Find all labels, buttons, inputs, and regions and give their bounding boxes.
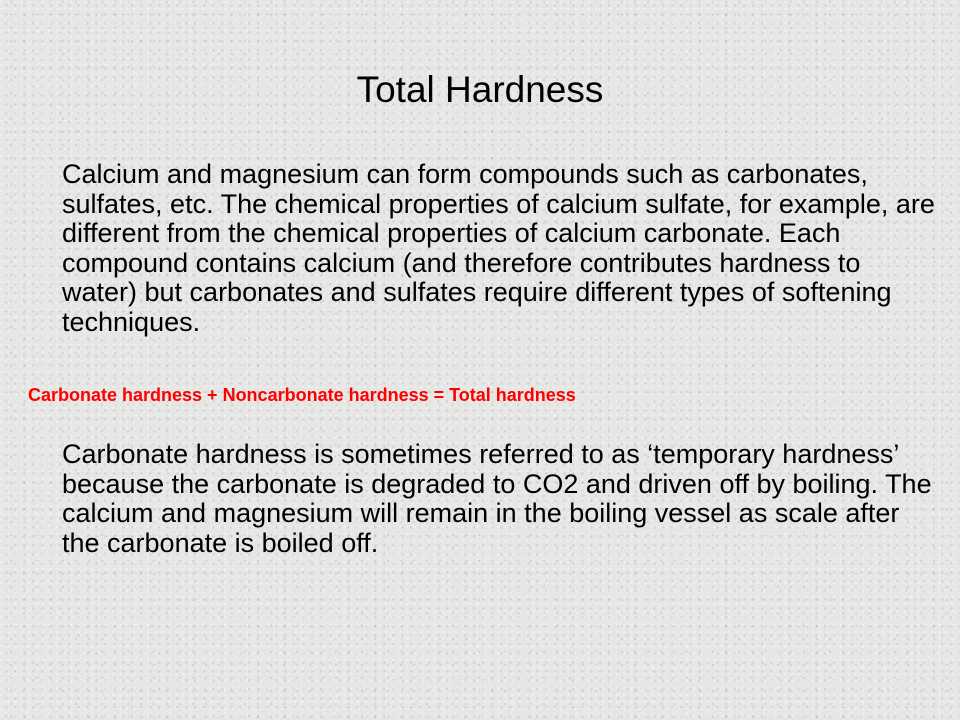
paragraph-hardness-compounds: Calcium and magnesium can form compounds such as carbonates, sulfates, etc. The chemical properties of calcium sulfate, for example, are different from the chemical properties of calcium carbonate. Each compound contains calcium (and therefore contributes hardness to water) but carbonates and sulfates require different types of softening techniques. — [62, 159, 935, 337]
slide-title: Total Hardness — [356, 69, 604, 110]
paragraph-temporary-hardness: Carbonate hardness is sometimes referred to as ‘temporary hardness’ because the carbonate is degraded to CO2 and driven off by boiling. The calcium and magnesium will remain in the boiling vessel as scale after the carbonate is boiled off. — [62, 439, 932, 558]
hardness-equation: Carbonate hardness + Noncarbonate hardness = Total hardness — [28, 385, 576, 405]
